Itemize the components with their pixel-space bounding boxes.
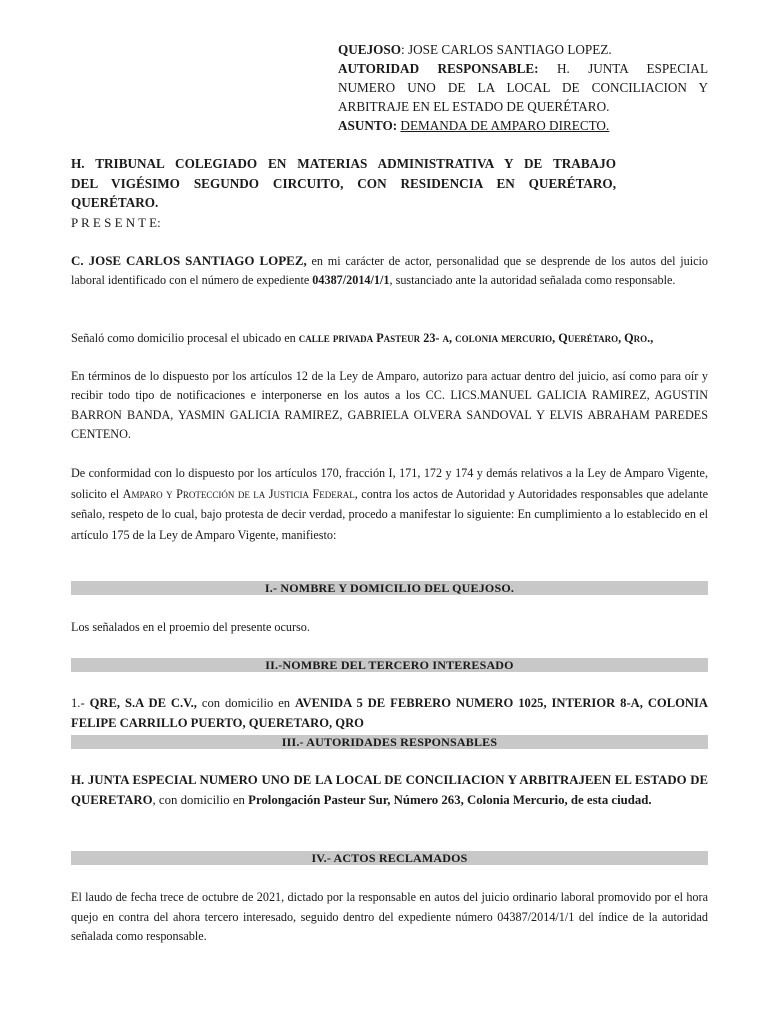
section1-title: I.- NOMBRE Y DOMICILIO DEL QUEJOSO.: [71, 581, 708, 595]
tercero-address: AVENIDA 5 DE FEBRERO NUMERO 1025, INTERIOR 8-A, COLONIA FELIPE CARRILLO PUERTO, QUERETARO, QRO: [71, 696, 709, 730]
domicilio-address: calle privada Pasteur 23- a, colonia mercurio, Querétaro, Qro.,: [298, 331, 654, 345]
asunto-label: ASUNTO:: [338, 118, 398, 133]
quejoso-label: QUEJOSO: [338, 42, 402, 57]
presente: P R E S E N T E:: [71, 215, 161, 230]
conformidad-paragraph: [71, 463, 708, 545]
autorizados-paragraph: En términos de lo dispuesto por los artículos 12 de la Ley de Amparo, autorizo para actuar dentro del juicio, así como para oír y recibir todo tipo de notificaciones e interponerse en los autos a los CC. LICS.MANUEL GALICIA RAMIREZ, AGUSTIN BARRON BANDA, YASMIN GALICIA RAMIREZ, GABRIELA OLVERA SANDOVAL Y ELVIS ABRAHAM PAREDES CENTENO.: [71, 369, 708, 441]
header-autoridad: [338, 59, 708, 116]
header-quejoso: [338, 40, 708, 59]
responsable-mid: , con domicilio en: [152, 792, 249, 807]
conformidad-text2: , contra los actos de Autoridad y Autoridades responsables que adelante señalo, respeto de lo cual, bajo protesta de decir verdad, procedo a manifestar lo siguiente: En cumplimiento a lo establecido en el artículo 175 de la Ley de Amparo Vigente, manifiesto:: [71, 486, 709, 542]
court-line3: QUERÉTARO.: [71, 195, 159, 210]
quejoso-value: : JOSE CARLOS SANTIAGO LOPEZ.: [401, 42, 612, 57]
tercero-company: QRE, S.A DE C.V.,: [89, 696, 197, 710]
section2-title: II.-NOMBRE DEL TERCERO INTERESADO: [71, 658, 708, 672]
domicilio-text1: Señaló como domicilio procesal el ubicado en: [71, 331, 299, 345]
intro-paragraph: [71, 251, 708, 291]
section2-body: [71, 694, 708, 733]
section4-title: IV.- ACTOS RECLAMADOS: [71, 851, 708, 865]
court-addressee: [71, 154, 616, 213]
conformidad-text1: De conformidad con lo dispuesto por los artículos 170, fracción I, 171, 172 y 174 y demás relativos a la Ley de Amparo Vigente, solicito el: [71, 466, 708, 501]
responsable-authority: H. JUNTA ESPECIAL NUMERO UNO DE LA LOCAL DE CONCILIACION Y ARBITRAJEEN EL ESTADO DE QUERETARO: [71, 773, 708, 807]
asunto-value: DEMANDA DE AMPARO DIRECTO.: [400, 118, 610, 133]
autoridad-value-3: ARBITRAJE EN EL ESTADO DE QUERÉTARO.: [338, 99, 610, 114]
section4-body: El laudo de fecha trece de octubre de 2021, dictado por la responsable en autos del juicio ordinario laboral promovido por el hora quejo en contra del ahora tercero interesado, seguido dentro del expediente número 04387/2014/1/1 del índice de la autoridad señalada como responsable.: [71, 890, 708, 943]
court-line1: H. TRIBUNAL COLEGIADO EN MATERIAS ADMINISTRATIVA Y DE TRABAJO: [71, 156, 616, 171]
intro-text2: , sustanciado ante la autoridad señalada como responsable.: [389, 273, 676, 288]
header-asunto: [338, 116, 708, 135]
section1-body: Los señalados en el proemio del presente ocurso.: [71, 620, 310, 634]
actor-name: C. JOSE CARLOS SANTIAGO LOPEZ,: [71, 253, 307, 268]
tercero-mid: con domicilio en: [196, 696, 296, 710]
responsable-address: Prolongación Pasteur Sur, Número 263, Colonia Mercurio, de esta ciudad.: [248, 792, 652, 807]
tercero-prefix: 1.-: [71, 696, 90, 710]
expediente-number: 04387/2014/1/1: [312, 273, 390, 288]
section3-title: III.- AUTORIDADES RESPONSABLES: [71, 735, 708, 749]
domicilio-paragraph: [71, 329, 708, 348]
intro-text1: en mi carácter de actor, personalidad que se desprende de los autos del juicio laboral identificado con el número de expediente: [71, 254, 709, 288]
court-line2: DEL VIGÉSIMO SEGUNDO CIRCUITO, CON RESIDENCIA EN QUERÉTARO,: [71, 175, 616, 191]
autoridad-label: AUTORIDAD RESPONSABLE:: [338, 61, 539, 76]
autoridad-line1: [338, 59, 708, 78]
autoridad-value-2: NUMERO UNO DE LA LOCAL DE CONCILIACION Y: [338, 80, 708, 95]
amparo-phrase: Amparo y Protección de la Justicia Federal: [122, 486, 355, 501]
section3-body: [71, 771, 708, 810]
autoridad-value-1: H. JUNTA ESPECIAL: [538, 61, 708, 76]
